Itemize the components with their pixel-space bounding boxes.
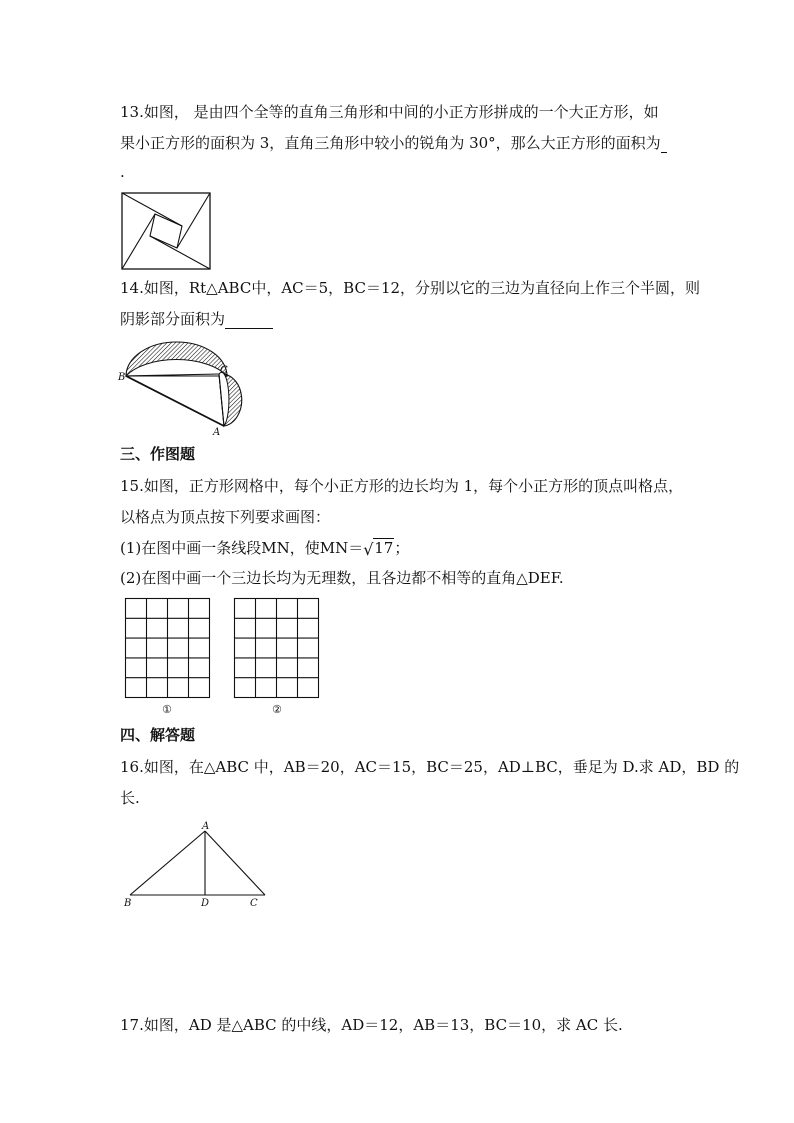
sqrt-17 [363,538,394,558]
q15-grid-2 [234,598,320,700]
q14-line2 [120,309,273,329]
radicand: 17 [374,539,394,557]
q14-semicircle-figure [116,334,246,436]
q13-line2 [120,133,667,153]
q13-pinwheel-figure [121,192,211,270]
q14-line2-text: 阴影部分面积为 [120,310,226,328]
q14-label-a: A [213,427,221,438]
q16-label-b: B [124,898,132,909]
q13-line1: 13.如图， 是由四个全等的直角三角形和中间的小正方形拼成的一个大正方形，如 [120,103,659,121]
q15-part1-suffix: ； [394,539,410,557]
q13-line3: . [120,163,125,181]
q15-part1-prefix: (1)在图中画一条线段MN，使MN＝ [120,539,364,557]
radical-sign-icon: √ [363,540,374,559]
q15-line2: 以格点为顶点按下列要求画图： [120,508,331,526]
q14-answer-blank [225,312,273,329]
q13-answer-blank [661,136,667,153]
q13-line2-text: 果小正方形的面积为 3，直角三角形中较小的锐角为 30°，那么大正方形的面积为 [120,134,661,152]
section3-title: 三、作图题 [120,445,196,463]
grid-2-label: ② [272,703,282,716]
q16-triangle-figure [118,818,268,910]
q15-grid-1 [125,598,211,700]
q15-line1: 15.如图，正方形网格中，每个小正方形的边长均为 1，每个小正方形的顶点叫格点， [120,477,684,495]
q14-label-b: B [118,372,126,383]
q16-label-d: D [201,898,210,909]
q15-part1 [120,538,409,558]
q15-part2: (2)在图中画一个三边长均为无理数，且各边都不相等的直角△DEF. [120,569,564,587]
grid-1-label: ① [162,703,172,716]
q15-grid-1-caption [160,701,180,717]
q17-line1: 17.如图，AD 是△ABC 的中线，AD＝12，AB＝13，BC＝10，求 AC 长. [120,1016,623,1034]
q16-line1: 16.如图，在△ABC 中，AB＝20，AC＝15，BC＝25，AD⊥BC，垂足为 D.求 AD，BD 的 [120,758,740,776]
q15-grid-2-caption [270,701,290,717]
q16-label-a: A [202,821,210,832]
q14-line1: 14.如图，Rt△ABC中，AC＝5，BC＝12，分别以它的三边为直径向上作三个半圆，则 [120,279,701,297]
q16-label-c: C [250,898,258,909]
q16-line2: 长. [120,789,140,807]
section4-title: 四、解答题 [120,726,196,744]
q14-label-c: C [220,365,228,376]
